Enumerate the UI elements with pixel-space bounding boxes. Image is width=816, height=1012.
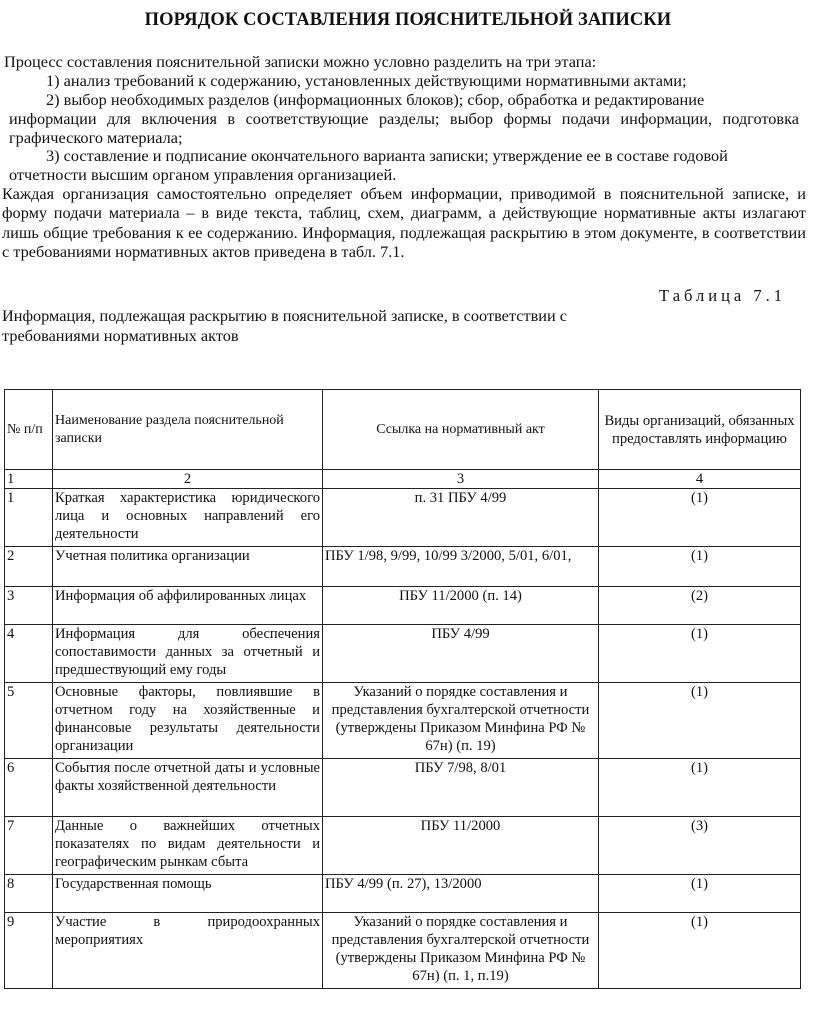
row-act: ПБУ 1/98, 9/99, 10/99 3/2000, 5/01, 6/01, bbox=[323, 547, 599, 587]
column-number: 1 bbox=[5, 470, 53, 489]
table-row bbox=[5, 489, 801, 547]
document-title: ПОРЯДОК СОСТАВЛЕНИЯ ПОЯСНИТЕЛЬНОЙ ЗАПИСКИ bbox=[144, 10, 672, 30]
table-row bbox=[5, 625, 801, 683]
row-act: ПБУ 11/2000 (п. 14) bbox=[323, 587, 599, 625]
step-2-continuation: информации для включения в соответствующие разделы; выбор формы подачи информации, подготовка графического материала; bbox=[9, 109, 799, 147]
row-number: 3 bbox=[5, 587, 53, 625]
row-section: Учетная политика организации bbox=[53, 547, 323, 587]
row-section: Государственная помощь bbox=[53, 875, 323, 913]
header-number: № п/п bbox=[5, 390, 53, 470]
step-3 bbox=[4, 146, 804, 184]
row-act: ПБУ 11/2000 bbox=[323, 817, 599, 875]
table-row bbox=[5, 913, 801, 989]
row-organizations: (1) bbox=[599, 913, 801, 989]
column-number-row bbox=[5, 470, 801, 489]
table-row bbox=[5, 547, 801, 587]
row-organizations: (1) bbox=[599, 625, 801, 683]
header-act: Ссылка на нормативный акт bbox=[323, 390, 599, 470]
row-act: ПБУ 4/99 bbox=[323, 625, 599, 683]
row-number: 7 bbox=[5, 817, 53, 875]
header-section: Наименование раздела пояснительной записки bbox=[53, 390, 323, 470]
row-section: Информация для обеспечения сопоставимости данных за отчетный и предшествующий ему годы bbox=[53, 625, 323, 683]
row-section: События после отчетной даты и условные факты хозяйственной деятельности bbox=[53, 759, 323, 817]
row-number: 2 bbox=[5, 547, 53, 587]
step-2 bbox=[4, 90, 804, 147]
row-organizations: (2) bbox=[599, 587, 801, 625]
table-row bbox=[5, 875, 801, 913]
row-organizations: (1) bbox=[599, 683, 801, 759]
row-act: Указаний о порядке составления и представления бухгалтерской отчетности (утверждены Приказом Минфина РФ № 67н) (п. 1, п.19) bbox=[323, 913, 599, 989]
row-number: 4 bbox=[5, 625, 53, 683]
row-organizations: (1) bbox=[599, 547, 801, 587]
summary-paragraph: Каждая организация самостоятельно определяет объем информации, приводимой в пояснительной записке, и форму подачи материала – в виде текста, таблиц, схем, диаграмм, а действующие нормативные акты излагают лишь общие требования к ее содержанию. Информация, подлежащая раскрытию в этом документе, в соответствии с требованиями нормативных актов приведена в табл. 7.1. bbox=[2, 184, 806, 261]
row-number: 1 bbox=[5, 489, 53, 547]
row-section: Участие в природоохранных мероприятиях bbox=[53, 913, 323, 989]
row-number: 8 bbox=[5, 875, 53, 913]
row-section: Информация об аффилированных лицах bbox=[53, 587, 323, 625]
table-row bbox=[5, 683, 801, 759]
disclosure-table bbox=[4, 389, 801, 989]
row-section: Основные факторы, повлиявшие в отчетном году на хозяйственные и финансовые результаты деятельности организации bbox=[53, 683, 323, 759]
step-2-text: 2) выбор необходимых разделов (информационных блоков); сбор, обработка и редактирование bbox=[46, 90, 705, 109]
row-organizations: (1) bbox=[599, 759, 801, 817]
column-number: 2 bbox=[53, 470, 323, 489]
row-organizations: (3) bbox=[599, 817, 801, 875]
row-act: п. 31 ПБУ 4/99 bbox=[323, 489, 599, 547]
row-organizations: (1) bbox=[599, 489, 801, 547]
table-header-row bbox=[5, 390, 801, 470]
table-row bbox=[5, 759, 801, 817]
row-act: Указаний о порядке составления и представления бухгалтерской отчетности (утверждены Приказом Минфина РФ № 67н) (п. 19) bbox=[323, 683, 599, 759]
row-act: ПБУ 4/99 (п. 27), 13/2000 bbox=[323, 875, 599, 913]
table-number: Таблица 7.1 bbox=[659, 286, 786, 305]
step-3-continuation: отчетности высшим органом управления организацией. bbox=[9, 165, 397, 184]
row-section: Краткая характеристика юридического лица и основных направлений его деятельности bbox=[53, 489, 323, 547]
column-number: 4 bbox=[599, 470, 801, 489]
step-1 bbox=[4, 71, 804, 90]
step-1-text: 1) анализ требований к содержанию, установленных действующими нормативными актами; bbox=[46, 71, 687, 90]
table-row bbox=[5, 587, 801, 625]
row-organizations: (1) bbox=[599, 875, 801, 913]
table-row bbox=[5, 817, 801, 875]
row-section: Данные о важнейших отчетных показателях по видам деятельности и географическим рынкам сбыта bbox=[53, 817, 323, 875]
intro-paragraph: Процесс составления пояснительной записки можно условно разделить на три этапа: bbox=[4, 52, 597, 71]
column-number: 3 bbox=[323, 470, 599, 489]
row-number: 5 bbox=[5, 683, 53, 759]
row-act: ПБУ 7/98, 8/01 bbox=[323, 759, 599, 817]
header-organizations: Виды организаций, обязанных предоставлять информацию bbox=[599, 390, 801, 470]
step-3-text: 3) составление и подписание окончательного варианта записки; утверждение ее в составе годовой bbox=[46, 146, 728, 165]
row-number: 9 bbox=[5, 913, 53, 989]
table-caption: Информация, подлежащая раскрытию в пояснительной записке, в соответствии с требованиями нормативных актов bbox=[2, 306, 567, 345]
row-number: 6 bbox=[5, 759, 53, 817]
